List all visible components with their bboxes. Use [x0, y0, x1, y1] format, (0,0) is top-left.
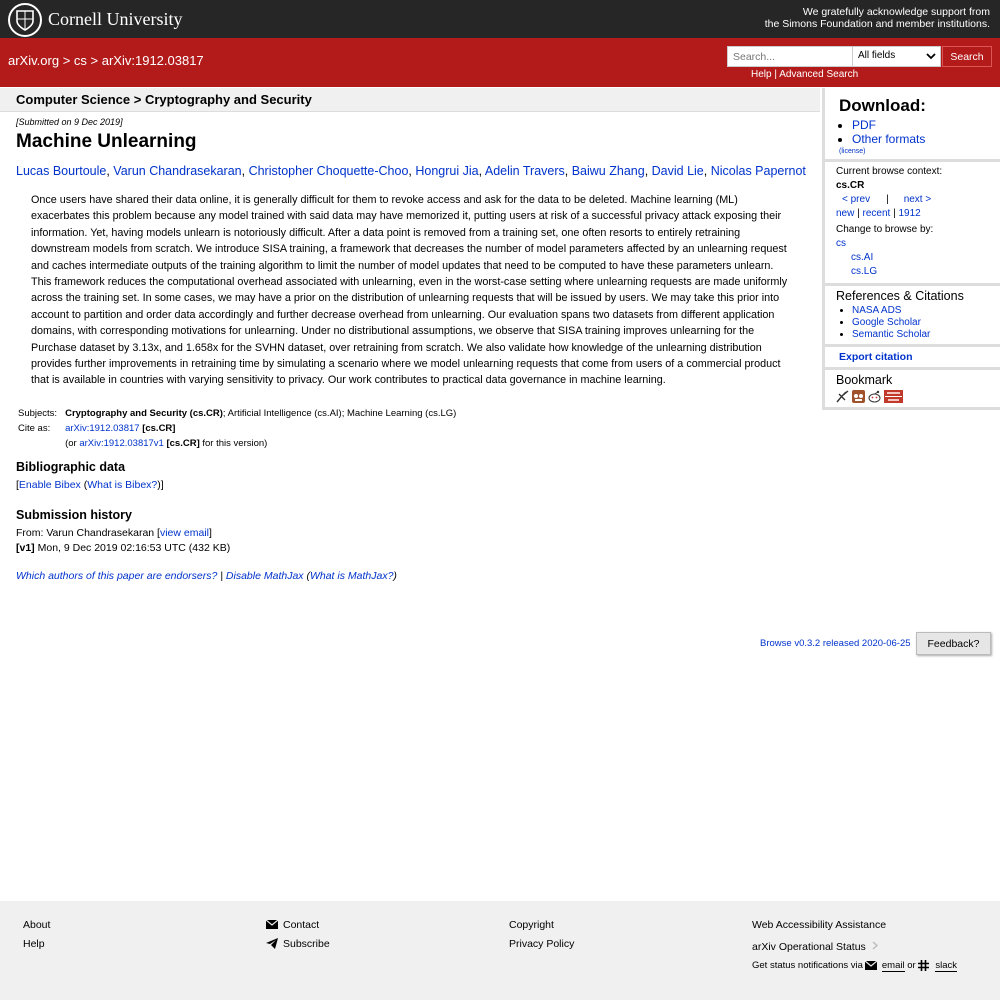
- top-bar: [0, 0, 1000, 38]
- disable-mathjax-link[interactable]: Disable MathJax: [225, 570, 304, 582]
- about-link[interactable]: About: [23, 918, 51, 931]
- cite-value: arXiv:1912.03817 [cs.CR]: [65, 423, 176, 434]
- sidebar: [822, 88, 1000, 410]
- paper-plane-icon: [266, 938, 279, 949]
- context-value: cs.CR: [836, 180, 865, 191]
- what-is-mathjax-link[interactable]: What is MathJax?: [309, 570, 394, 582]
- browse-cs-link[interactable]: cs: [836, 238, 846, 249]
- author-link[interactable]: Nicolas Papernot: [710, 164, 806, 178]
- feedback-button[interactable]: Feedback?: [916, 632, 991, 655]
- breadcrumb-cs[interactable]: cs: [73, 53, 87, 68]
- nasa-ads-link[interactable]: NASA ADS: [852, 305, 902, 316]
- search-button[interactable]: Search: [942, 46, 992, 67]
- abstract: Once users have shared their data online, it is generally difficult for them to revoke access and ask for the data to be deleted. Machine learning (ML) exacerbates this problem because any model trained with said data may have memorized it, putting users at risk of a successful privacy attack exposing their information. Yet, having models unlearn is notoriously difficult. After a data point is removed from a training set, one often resorts to entirely retraining downstream models from scratch. We introduce SISA training, a framework that decreases the number of model parameters affected by an unlearning request and caches intermediate outputs of the training algorithm to limit the number of model updates that need to be computed to have these parameters unlearn. This framework reduces the computational overhead associated with unlearning, even in the worst-case setting where unlearning requests are made uniformly across the training set. In some cases, we may have a prior on the distribution of unlearning requests that will be issued by users. We may take this prior into account to partition and order data accordingly and further decrease overhead from unlearning. Our evaluation spans two datasets from different application domains, with corresponding motivations for unlearning. Under no distributional assumptions, we observe that SISA training improves unlearning for the Purchase dataset by 3.13x, and 1.658x for the SVHN dataset, over retraining from scratch. We also validate how knowledge of the unlearning distribution provides further improvements in retraining time by simulating a scenario where we model unlearning requests that come from users of a commercial product that is available in countries with varying sensitivity to privacy. Our work contributes to practical data governance in machine learning.: [31, 194, 788, 387]
- author-link[interactable]: Christopher Choquette-Choo: [248, 164, 409, 178]
- footer: [0, 901, 1000, 1000]
- chevron-down-icon: [926, 50, 936, 65]
- author-list: Lucas Bourtoule, Varun Chandrasekaran, Christopher Choquette-Choo, Hongrui Jia, Adelin Travers, Baiwu Zhang, David Lie, Nicolas Papernot: [16, 164, 806, 178]
- author-link[interactable]: Adelin Travers: [484, 164, 565, 178]
- bookmark-heading: Bookmark: [836, 373, 893, 387]
- bibliographic-heading: Bibliographic data: [16, 460, 126, 474]
- submitter-line: From: Varun Chandrasekaran [view email]: [16, 527, 212, 539]
- subjects-label: Subjects:: [18, 408, 58, 419]
- submission-date: [Submitted on 9 Dec 2019]: [16, 117, 123, 127]
- search-input[interactable]: [727, 46, 853, 67]
- copyright-link[interactable]: Copyright: [509, 918, 554, 931]
- slack-icon: [918, 960, 931, 971]
- cornell-seal-icon: [8, 3, 42, 37]
- author-link[interactable]: Varun Chandrasekaran: [113, 164, 242, 178]
- recent-link[interactable]: recent: [862, 208, 891, 219]
- references-heading: References & Citations: [836, 289, 964, 303]
- submission-history-heading: Submission history: [16, 508, 132, 522]
- contact-link[interactable]: Contact: [283, 918, 320, 931]
- reddit-icon[interactable]: [868, 390, 881, 403]
- cite-link[interactable]: arXiv:1912.03817: [65, 423, 140, 434]
- version-link[interactable]: arXiv:1912.03817v1: [79, 438, 164, 449]
- author-link[interactable]: Lucas Bourtoule: [16, 164, 107, 178]
- operational-status-link[interactable]: arXiv Operational Status: [752, 940, 866, 953]
- export-citation-link[interactable]: Export citation: [839, 351, 913, 363]
- paper-title: Machine Unlearning: [16, 131, 197, 152]
- help-link[interactable]: Help: [751, 69, 772, 80]
- privacy-policy-link[interactable]: Privacy Policy: [509, 937, 575, 950]
- subscribe-link[interactable]: Subscribe: [283, 937, 330, 950]
- version-cite: (or arXiv:1912.03817v1 [cs.CR] for this version): [65, 438, 268, 449]
- references-section: [825, 286, 1000, 347]
- search-field-select[interactable]: All fields: [853, 46, 941, 67]
- sciencewise-icon[interactable]: [884, 390, 903, 403]
- envelope-icon: [865, 961, 878, 970]
- breadcrumb: arXiv.org > cs > arXiv:1912.03817: [8, 53, 204, 68]
- status-slack-link[interactable]: slack: [935, 959, 957, 971]
- bibex-links: [Enable Bibex (What is Bibex?)]: [16, 479, 164, 491]
- status-email-link[interactable]: email: [881, 959, 905, 971]
- subjects-value: Cryptography and Security (cs.CR); Artificial Intelligence (cs.AI); Machine Learning (cs.LG): [65, 408, 457, 419]
- download-heading: Download:: [839, 96, 926, 115]
- cornell-name: Cornell University: [48, 9, 183, 29]
- new-link[interactable]: new: [836, 208, 855, 219]
- chevron-right-icon: [872, 941, 878, 953]
- prev-link[interactable]: < prev: [842, 194, 871, 205]
- context-lists: new | recent | 1912: [836, 208, 921, 219]
- view-email-link[interactable]: view email: [159, 527, 209, 539]
- bookmark-section: [825, 370, 1000, 403]
- what-is-bibex-link[interactable]: What is Bibex?: [87, 479, 158, 491]
- subject-header: [0, 88, 820, 112]
- change-browse-label: Change to browse by:: [836, 224, 934, 235]
- context-nav: < prev | next >: [842, 194, 932, 205]
- breadcrumb-arxiv[interactable]: arXiv.org: [8, 53, 60, 68]
- other-formats-link[interactable]: Other formats: [852, 132, 926, 146]
- arxiv-header: [0, 38, 1000, 87]
- author-link[interactable]: Baiwu Zhang: [571, 164, 645, 178]
- endorsers-line: Which authors of this paper are endorsers? | Disable MathJax (What is MathJax?): [16, 570, 397, 582]
- semantic-scholar-link[interactable]: Semantic Scholar: [852, 329, 931, 340]
- accessibility-link[interactable]: Web Accessibility Assistance: [752, 918, 887, 931]
- endorsers-link[interactable]: Which authors of this paper are endorsers?: [16, 570, 218, 582]
- search-help-links: Help | Advanced Search: [751, 69, 859, 80]
- envelope-icon: [266, 920, 279, 929]
- mendeley-icon[interactable]: [852, 390, 865, 403]
- enable-bibex-link[interactable]: Enable Bibex: [18, 479, 81, 491]
- cite-label: Cite as:: [18, 423, 51, 434]
- month-link[interactable]: 1912: [898, 208, 921, 219]
- status-notifications: Get status notifications via email or slack: [752, 959, 957, 971]
- browse-cs-ai-link[interactable]: cs.AI: [851, 252, 874, 263]
- context-label: Current browse context:: [836, 166, 943, 177]
- author-link[interactable]: Hongrui Jia: [415, 164, 479, 178]
- subject-header-text: Computer Science > Cryptography and Security: [16, 92, 312, 107]
- breadcrumb-paper-id[interactable]: arXiv:1912.03817: [101, 53, 204, 68]
- metadata-table: [16, 406, 458, 451]
- download-section: [825, 88, 1000, 162]
- browse-version-link[interactable]: Browse v0.3.2 released 2020-06-25: [760, 638, 911, 649]
- search-form: [727, 46, 992, 67]
- license-link[interactable]: (license): [839, 148, 866, 155]
- pdf-link[interactable]: PDF: [852, 118, 876, 132]
- advanced-search-link[interactable]: Advanced Search: [779, 69, 859, 80]
- support-acknowledgement: We gratefully acknowledge support from the Simons Foundation and member institutions.: [764, 6, 990, 30]
- browse-context: [825, 162, 1000, 286]
- google-scholar-link[interactable]: Google Scholar: [852, 317, 921, 328]
- cornell-logo[interactable]: [8, 3, 182, 36]
- bibsonomy-icon[interactable]: [836, 390, 849, 403]
- next-link[interactable]: next >: [903, 194, 932, 205]
- footer-help-link[interactable]: Help: [23, 937, 45, 950]
- version-entry: [v1] Mon, 9 Dec 2019 02:16:53 UTC (432 KB): [16, 542, 231, 554]
- browse-cs-lg-link[interactable]: cs.LG: [851, 266, 878, 277]
- author-link[interactable]: David Lie: [651, 164, 704, 178]
